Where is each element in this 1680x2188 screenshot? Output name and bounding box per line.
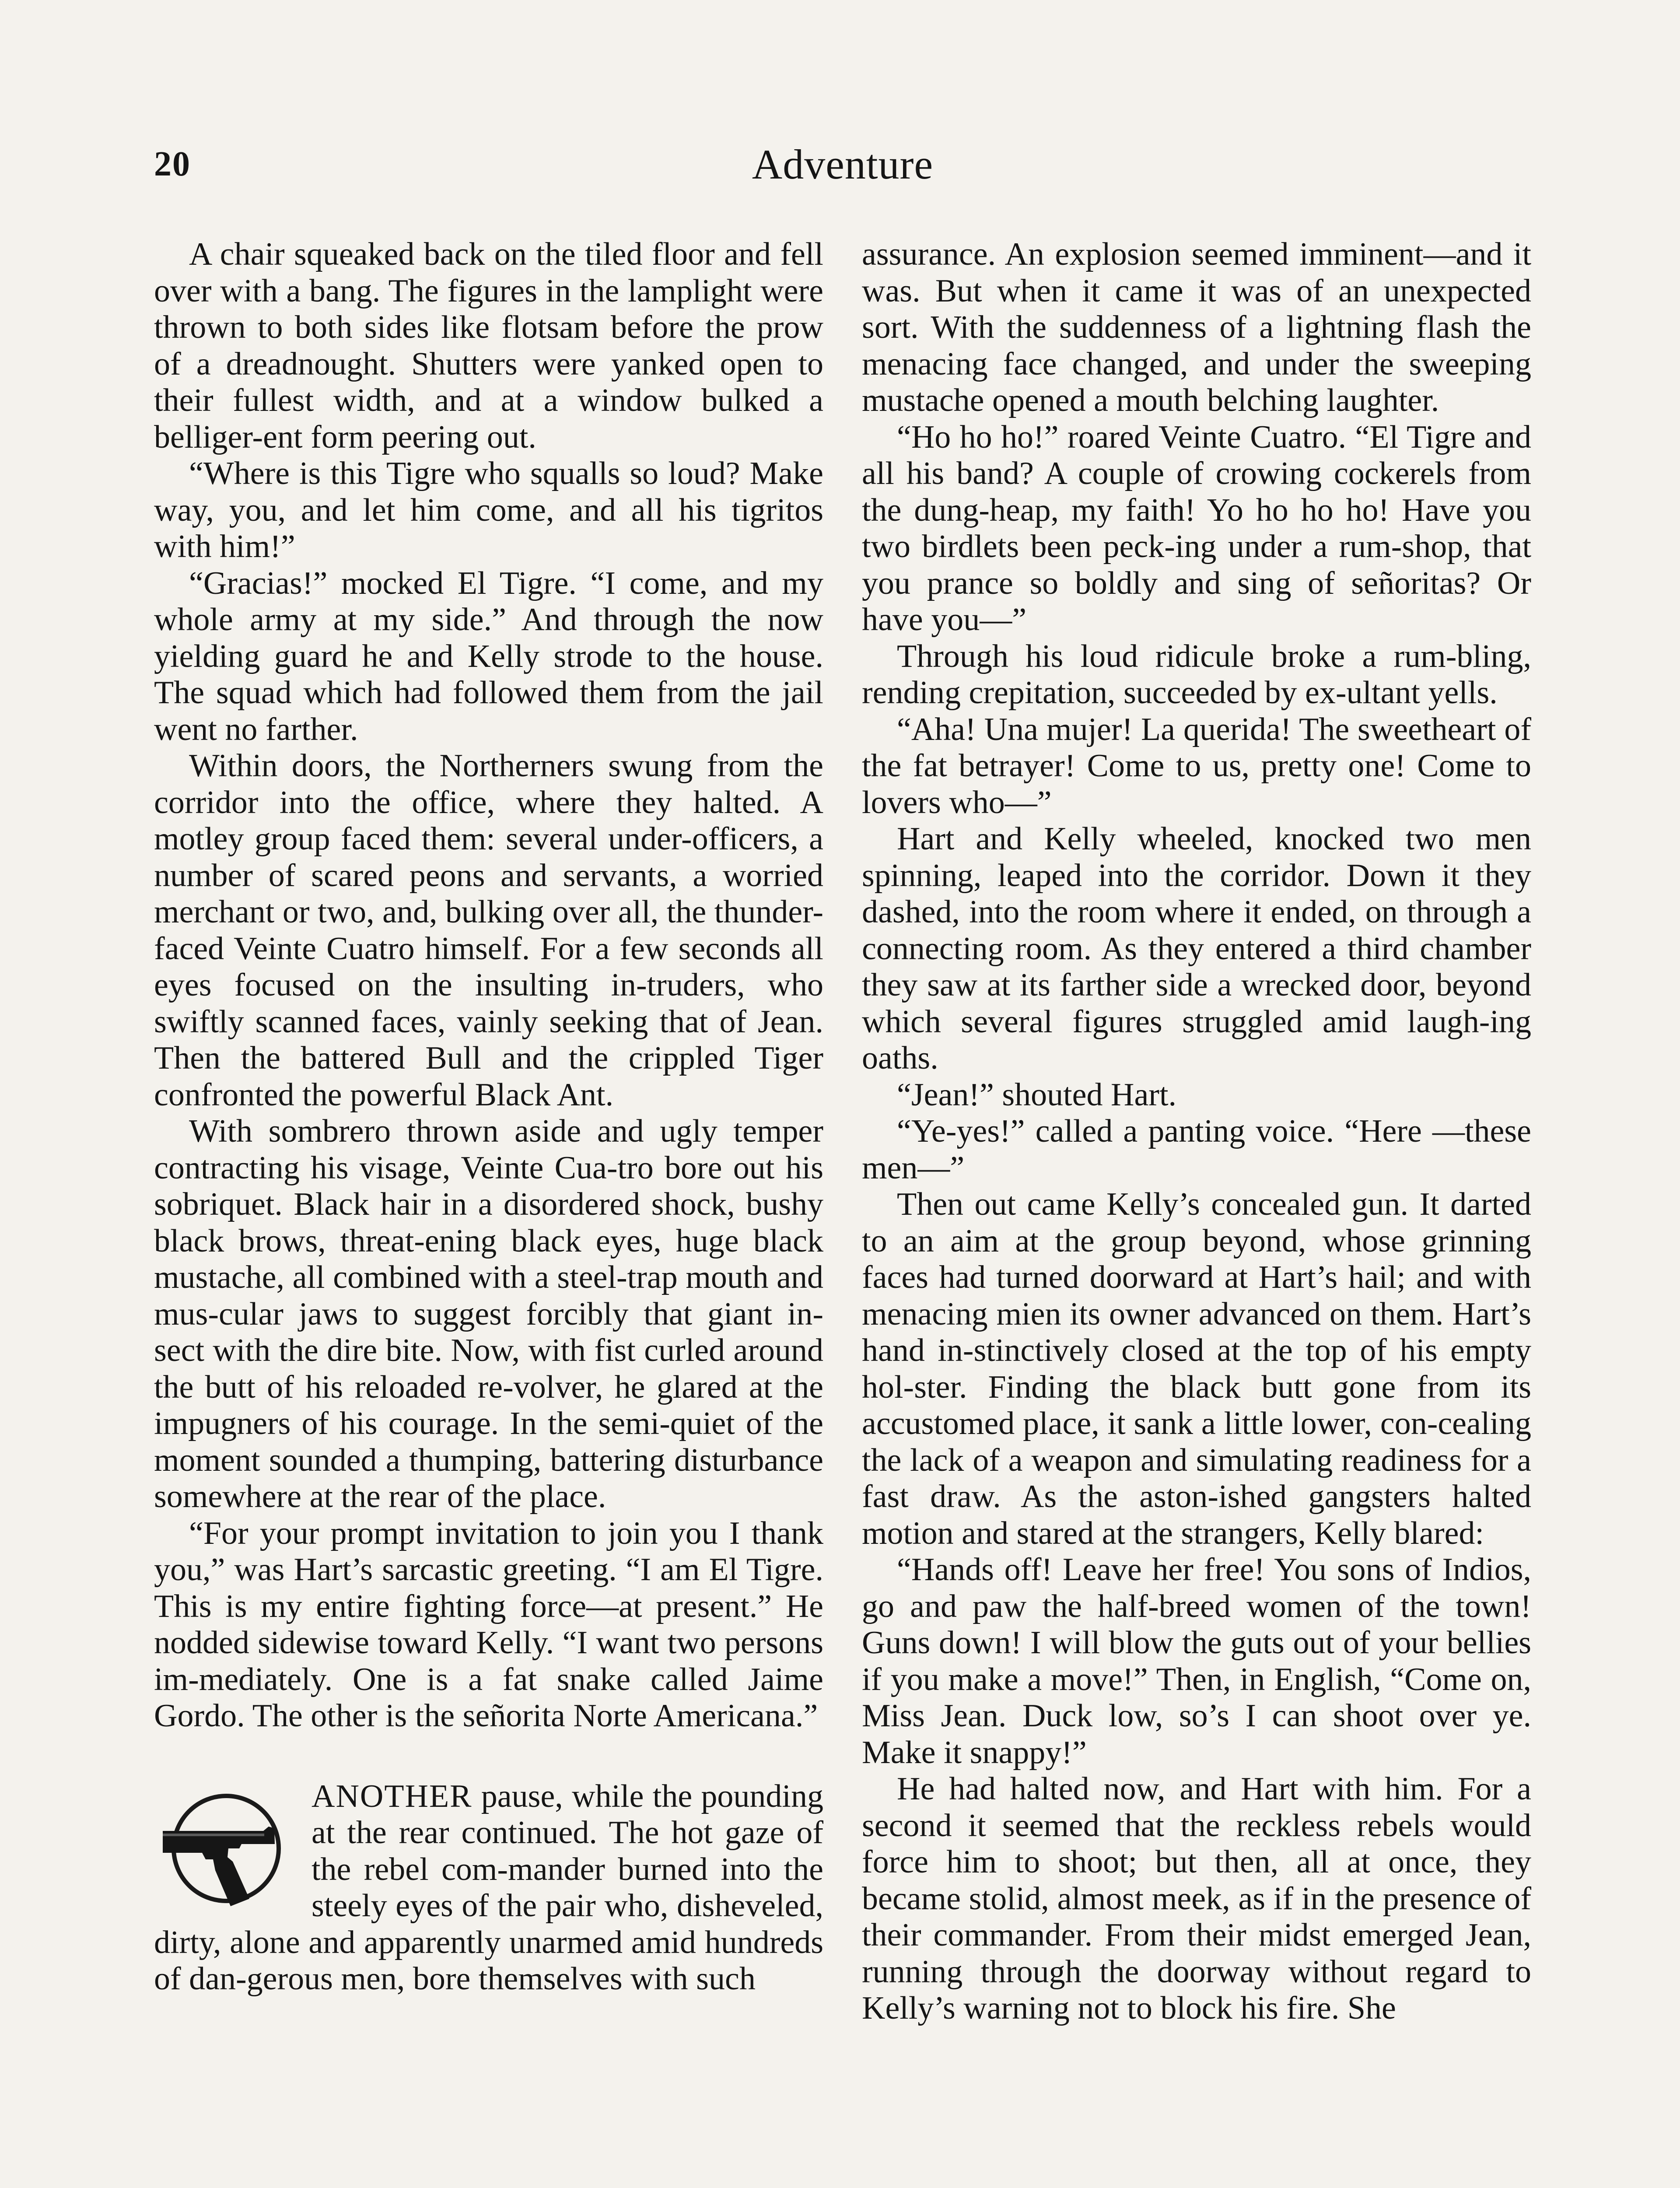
paragraph: Through his loud ridicule broke a rum-bling, rending crepitation, succeeded by ex-ultant yells. [862, 638, 1531, 711]
paragraph: “Ho ho ho!” roared Veinte Cuatro. “El Tigre and all his band? A couple of crowing cockerels from the dung-heap, my faith! Yo ho ho ho! Have you two birdlets been peck-ing under a rum-shop, that you prance so boldly and sing of señoritas? Or have you—” [862, 419, 1531, 638]
paragraph: “Aha! Una mujer! La querida! The sweetheart of the fat betrayer! Come to us, pretty one! Come to lovers who—” [862, 711, 1531, 820]
paragraph: “Hands off! Leave her free! You sons of Indios, go and paw the half-breed women of the town! Guns down! I will blow the guts out of your bellies if you make a move!” Then, in English, “Come on, Miss Jean. Duck low, so’s I can shoot over ye. Make it snappy!” [862, 1552, 1531, 1771]
paragraph: With sombrero thrown aside and ugly temper contracting his visage, Veinte Cua-tro bore out his sobriquet. Black hair in a disordered shock, bushy black brows, threat-ening black eyes, huge black mustache, all combined with a steel-trap mouth and mus-cular jaws to suggest forcibly that giant in-sect with the dire bite. Now, with fist curled around the butt of his reloaded re-volver, he glared at the impugners of his courage. In the semi-quiet of the moment sounded a thumping, battering disturbance somewhere at the rear of the place. [154, 1113, 823, 1515]
paragraph: assurance. An explosion seemed imminent—and it was. But when it came it was of an unexpected sort. With the suddenness of a lightning flash the menacing face changed, and under the sweeping mustache opened a mouth belching laughter. [862, 236, 1531, 418]
page-header [154, 141, 1531, 197]
section-lead-word: ANOTHER [312, 1778, 472, 1814]
paragraph: A chair squeaked back on the tiled floor and fell over with a bang. The figures in the lamplight were thrown to both sides like flotsam before the prow of a dreadnought. Shutters were yanked open to their fullest width, and at a window bulked a belliger-ent form peering out. [154, 236, 823, 455]
paragraph: Then out came Kelly’s concealed gun. It darted to an aim at the group beyond, whose grinning faces had turned doorward at Hart’s hail; and with menacing mien its owner advanced on them. Hart’s hand in-stinctively closed at the top of his empty hol-ster. Finding the black butt gone from its accustomed place, it sank a little lower, con-cealing the lack of a weapon and simulating readiness for a fast draw. As the aston-ished gangsters halted motion and stared at the strangers, Kelly blared: [862, 1186, 1531, 1551]
section-opening [154, 1778, 823, 1998]
page-number: 20 [154, 145, 191, 183]
pistol-in-circle-icon [154, 1783, 298, 1914]
right-column [862, 236, 1531, 2027]
paragraph: Within doors, the Northerners swung from the corridor into the office, where they halted. A motley group faced them: several under-officers, a number of scared peons and servants, a worried merchant or two, and, bulking over all, the thunder-faced Veinte Cuatro himself. For a few seconds all eyes focused on the insulting in-truders, who swiftly scanned faces, vainly seeking that of Jean. Then the battered Bull and the crippled Tiger confronted the powerful Black Ant. [154, 748, 823, 1113]
paragraph: Hart and Kelly wheeled, knocked two men spinning, leaped into the corridor. Down it they dashed, into the room where it ended, on through a connecting room. As they entered a third chamber they saw at its farther side a wrecked door, beyond which several figures struggled amid laugh-ing oaths. [862, 821, 1531, 1076]
left-column [154, 236, 823, 1998]
paragraph: “Where is this Tigre who squalls so loud? Make way, you, and let him come, and all his tigritos with him!” [154, 456, 823, 565]
running-title: Adventure [752, 141, 934, 188]
section-paragraph-text: pause, while the pounding at the rear continued. The hot gaze of the rebel com-mander burned into the steely eyes of the pair who, disheveled, dirty, alone and apparently unarmed amid hundreds of dan-gerous men, bore themselves with such [154, 1778, 823, 1997]
paragraph: “Gracias!” mocked El Tigre. “I come, and my whole army at my side.” And through the now yielding guard he and Kelly strode to the house. The squad which had followed them from the jail went no farther. [154, 565, 823, 747]
paragraph: “Jean!” shouted Hart. [897, 1076, 1177, 1113]
paragraph: “For your prompt invitation to join you I thank you,” was Hart’s sarcastic greeting. “I am El Tigre. This is my entire fighting force—at present.” He nodded sidewise toward Kelly. “I want two persons im-mediately. One is a fat snake called Jaime Gordo. The other is the señorita Norte Americana.” [154, 1515, 823, 1734]
paragraph: “Ye-yes!” called a panting voice. “Here —these men—” [862, 1113, 1531, 1186]
paragraph: He had halted now, and Hart with him. For a second it seemed that the reckless rebels would force him to shoot; but then, all at once, they became stolid, almost meek, as if in the presence of their commander. From their midst emerged Jean, running through the doorway without regard to Kelly’s warning not to block his fire. She [862, 1771, 1531, 2026]
